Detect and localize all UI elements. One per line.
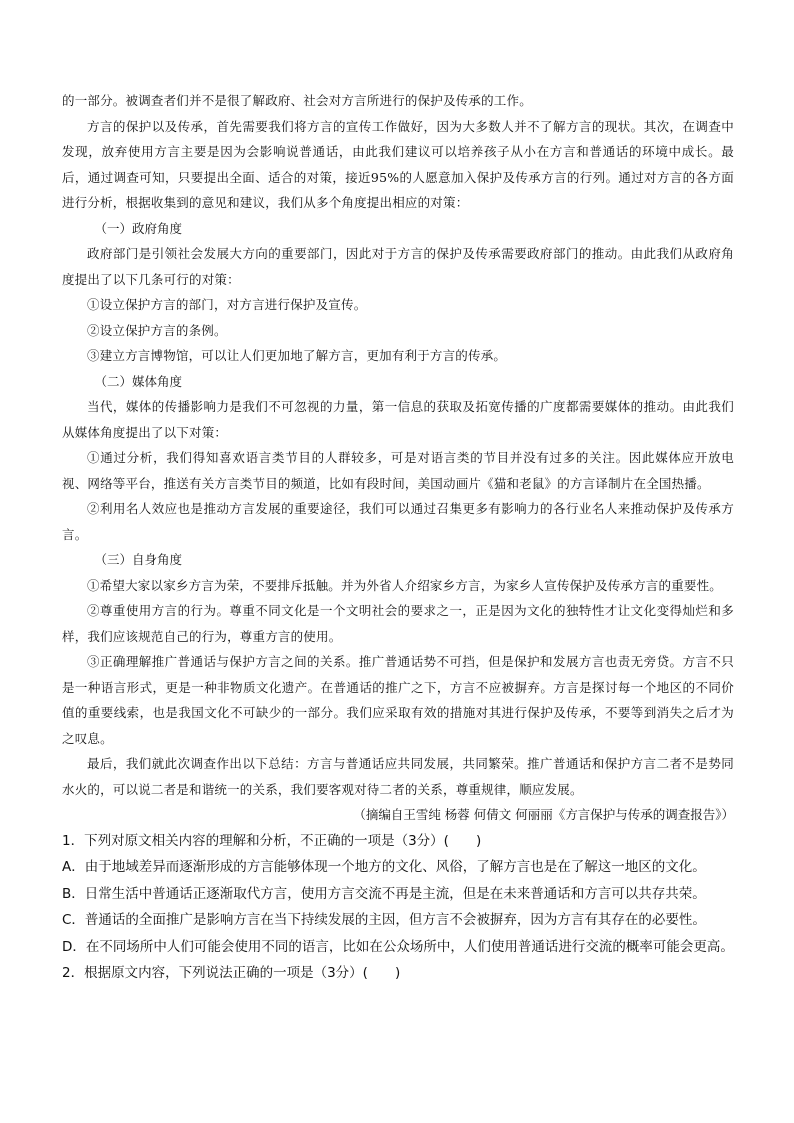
question-1-option-d: D．在不同场所中人们可能会使用不同的语言，比如在公众场所中，人们使用普通话进行交流的概率可能会更高。: [62, 938, 734, 955]
question-1-option-c: C．普通话的全面推广是影响方言在当下持续发展的主因，但方言不会被摒弃，因为方言有其存在的必要性。: [62, 912, 706, 928]
passage-paragraph: 当代，媒体的传播影响力是我们不可忽视的力量，第一信息的获取及拓宽传播的广度都需要媒体的推动。由此我们从媒体角度提出了以下对策：: [62, 399, 734, 440]
passage-paragraph: 政府部门是引领社会发展大方向的重要部门，因此对于方言的保护及传承需要政府部门的推动。由此我们从政府角度提出了以下几条可行的对策：: [62, 246, 734, 287]
question-1-option-a: A．由于地域差异而逐渐形成的方言能够体现一个地方的文化、风俗，了解方言也是在了解这一地区的文化。: [62, 859, 706, 875]
section-heading-government: （一）政府角度: [94, 220, 183, 236]
government-measure-2: ②设立保护方言的条例。: [87, 322, 227, 338]
source-citation: （摘编自王雪纯 杨蓉 何倩文 何丽丽《方言保护与传承的调查报告》）: [353, 807, 734, 822]
media-measure-1: ①通过分析，我们得知喜欢语言类节目的人群较多，可是对语言类的节目并没有过多的关注。因此媒体应开放电视、网络等平台，推送有关方言类节目的频道，比如有段时间，美国动画片《猫和老鼠》的方言译制片在全国热播。: [62, 450, 734, 491]
government-measure-3: ③建立方言博物馆，可以让人们更加地了解方言，更加有利于方言的传承。: [87, 348, 507, 363]
question-1-option-b: B．日常生活中普通话正逐渐取代方言，使用方言交流不再是主流，但是在未来普通话和方言可以共存共荣。: [62, 885, 706, 902]
passage-paragraph: 方言的保护以及传承，首先需要我们将方言的宣传工作做好，因为大多数人并不了解方言的现状。其次，在调查中发现，放弃使用方言主要是因为会影响说普通话，由此我们建议可以培养孩子从小在方言和普通话的环境中成长。最后，通过调查可知，只要提出全面、适合的对策，接近95%的人愿意加入保护及传承方言的行列。通过对方言的各方面进行分析，根据收集到的意见和建议，我们从多个角度提出相应的对策：: [62, 118, 734, 210]
section-heading-self: （三）自身角度: [94, 552, 183, 567]
self-measure-2: ②尊重使用方言的行为。尊重不同文化是一个文明社会的要求之一，正是因为文化的独特性才让文化变得灿烂和多样，我们应该规范自己的行为，尊重方言的使用。: [62, 603, 734, 644]
question-2: 2．根据原文内容，下列说法正确的一项是（3分）( ): [62, 965, 401, 981]
section-heading-media: （二）媒体角度: [94, 373, 183, 389]
government-measure-1: ①设立保护方言的部门，对方言进行保护及宣传。: [87, 297, 367, 312]
self-measure-3: ③正确理解推广普通话与保护方言之间的关系。推广普通话势不可挡，但是保护和发展方言也责无旁贷。方言不只是一种语言形式，更是一种非物质文化遗产。在普通话的推广之下，方言不应被摒弃。方言是探讨每一个地区的不同价值的重要线索，也是我国文化不可缺少的一部分。我们应采取有效的措施对其进行保护及传承，不要等到消失之后才为之叹息。: [62, 654, 734, 746]
document-page: [62, 88, 734, 987]
passage-paragraph: 的一部分。被调查者们并不是很了解政府、社会对方言所进行的保护及传承的工作。: [62, 93, 532, 108]
question-1: 1．下列对原文相关内容的理解和分析，不正确的一项是（3分）( ): [62, 832, 482, 849]
conclusion-paragraph: 最后，我们就此次调查作出以下总结：方言与普通话应共同发展，共同繁荣。推广普通话和保护方言二者不是势同水火的，可以说二者是和谐统一的关系，我们要客观对待二者的关系，尊重规律，顺应发展。: [62, 756, 734, 797]
media-measure-2: ②利用名人效应也是推动方言发展的重要途径，我们可以通过召集更多有影响力的各行业名人来推动保护及传承方言。: [62, 501, 734, 542]
self-measure-1: ①希望大家以家乡方言为荣，不要排斥抵触。并为外省人介绍家乡方言，为家乡人宣传保护及传承方言的重要性。: [87, 577, 723, 593]
